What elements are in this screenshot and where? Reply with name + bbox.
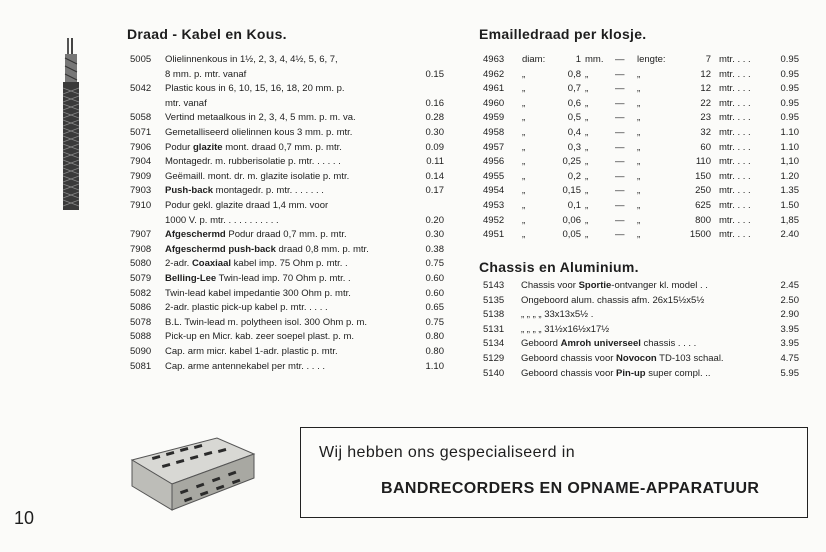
item-code: 4963 xyxy=(483,54,505,65)
spec-b: 0,15 xyxy=(562,185,581,197)
spec-d: — xyxy=(615,97,625,109)
item-code: 4959 xyxy=(483,112,505,124)
spec-e: „ xyxy=(637,214,641,226)
item-price: 0.30 xyxy=(425,127,444,138)
desc-text: Olielinnenkous in 1½, 2, 3, 4, 4½, 5, 6, 7, xyxy=(165,54,338,65)
spec-c: „ xyxy=(585,127,589,138)
desc-text: mont. draad 0,7 mm. p. mtr. xyxy=(222,141,342,153)
item-code: 5058 xyxy=(130,112,152,124)
banner-line1: Wij hebben ons gespecialiseerd in xyxy=(319,444,576,461)
item-code: 5090 xyxy=(130,346,152,357)
item-price: 0.60 xyxy=(425,287,444,299)
list-item xyxy=(483,367,801,380)
list-item xyxy=(483,279,801,292)
item-code: 4960 xyxy=(483,97,505,109)
item-code: 7910 xyxy=(130,200,152,211)
item-price: 0.20 xyxy=(425,214,444,226)
spec-d: — xyxy=(615,83,625,95)
spec-d: — xyxy=(615,185,625,197)
spec-b: 0,4 xyxy=(567,127,581,138)
desc-text: 8 mm. p. mtr. vanaf xyxy=(165,68,247,80)
spec-d: — xyxy=(615,156,625,168)
spec-f: 22 xyxy=(700,97,711,109)
list-item xyxy=(130,228,446,241)
item-price: 1.50 xyxy=(780,200,799,211)
item-description xyxy=(165,53,411,66)
item-price: 1.10 xyxy=(780,141,799,153)
item-price: 0.38 xyxy=(425,243,444,255)
item-code: 5080 xyxy=(130,258,152,270)
desc-text: Cap. arme antennekabel per mtr. . . . . xyxy=(165,360,325,372)
spec-c: „ xyxy=(585,229,589,241)
spec-a: „ xyxy=(522,229,526,241)
spec-d: — xyxy=(615,54,625,65)
item-price: 5.95 xyxy=(780,367,799,379)
spec-b: 0,8 xyxy=(567,68,581,80)
spec-a: „ xyxy=(522,97,526,109)
spec-e: „ xyxy=(637,156,641,168)
spec-b: 0,06 xyxy=(562,214,581,226)
item-description xyxy=(165,68,411,81)
item-code: 4951 xyxy=(483,229,505,241)
desc-text: 2-adr. plastic pick-up kabel p. mtr. . . . . xyxy=(165,302,328,314)
spec-g: mtr. . . . xyxy=(719,141,751,153)
spec-a: „ xyxy=(522,185,526,197)
list-item xyxy=(130,243,446,256)
item-description xyxy=(165,243,411,256)
item-code: 7909 xyxy=(130,170,152,182)
item-description xyxy=(165,111,411,124)
desc-text: Cap. arm micr. kabel 1-adr. plastic p. mtr. xyxy=(165,346,338,357)
item-price: 0.95 xyxy=(780,112,799,124)
chassis-illustration xyxy=(122,432,262,514)
spec-c: „ xyxy=(585,156,589,168)
list-item xyxy=(130,68,446,81)
list-item xyxy=(483,82,801,95)
desc-text: 1000 V. p. mtr. . . . . . . . . . . xyxy=(165,214,279,226)
list-item xyxy=(483,155,801,168)
item-price: 1.10 xyxy=(425,360,444,372)
item-price: 0.80 xyxy=(425,331,444,343)
list-item xyxy=(130,97,446,110)
list-item xyxy=(483,126,801,139)
spec-a: „ xyxy=(522,68,526,80)
list-item xyxy=(483,228,801,241)
item-price: 0.30 xyxy=(425,229,444,241)
item-code: 5129 xyxy=(483,353,505,364)
item-code: 4956 xyxy=(483,156,505,168)
list-item xyxy=(483,97,801,110)
item-price: 0.15 xyxy=(425,68,444,80)
list-item xyxy=(483,141,801,154)
spec-g: mtr. . . . xyxy=(719,185,751,197)
list-item xyxy=(483,323,801,336)
item-code: 5078 xyxy=(130,316,152,328)
spec-a: „ xyxy=(522,112,526,124)
spec-e: „ xyxy=(637,141,641,153)
desc-text: mtr. vanaf xyxy=(165,97,207,109)
spec-e: „ xyxy=(637,83,641,95)
spec-d: — xyxy=(615,229,625,241)
chassis-section-title: Chassis en Aluminium. xyxy=(479,259,639,275)
list-item xyxy=(483,184,801,197)
item-price: 3.95 xyxy=(780,338,799,350)
list-item xyxy=(483,294,801,307)
item-price: 0.14 xyxy=(425,170,444,182)
desc-bold: Afgeschermd xyxy=(165,229,226,241)
item-code: 7904 xyxy=(130,156,152,168)
spec-b: 0,25 xyxy=(562,156,581,168)
list-item xyxy=(130,111,446,124)
item-description xyxy=(165,214,411,227)
item-code: 5135 xyxy=(483,294,505,306)
desc-text: Gemetalliseerd olielinnen kous 3 mm. p. mtr. xyxy=(165,127,353,138)
desc-text: Ongeboord alum. chassis afm. 26x15½x5½ xyxy=(521,294,705,306)
spec-g: mtr. . . . xyxy=(719,229,751,241)
spec-c: „ xyxy=(585,170,589,182)
desc-text: „ „ „ „ 31½x16½x17½ xyxy=(521,323,610,335)
item-code: 4952 xyxy=(483,214,505,226)
spec-a: „ xyxy=(522,127,526,138)
spec-b: 0,3 xyxy=(567,141,581,153)
item-code: 5143 xyxy=(483,280,505,291)
desc-text: montagedr. p. mtr. . . . . . . xyxy=(213,185,324,197)
spec-g: mtr. . . . xyxy=(719,156,751,168)
list-item xyxy=(130,257,446,270)
list-item xyxy=(483,308,801,321)
spec-f: 32 xyxy=(700,127,711,138)
desc-prefix: Chassis voor xyxy=(521,280,579,291)
item-price: 0.80 xyxy=(425,346,444,357)
item-code: 5079 xyxy=(130,273,152,284)
item-code: 5005 xyxy=(130,54,152,65)
spec-c: „ xyxy=(585,200,589,211)
item-price: 0.11 xyxy=(426,156,444,168)
item-price: 0.28 xyxy=(425,112,444,124)
item-code: 5134 xyxy=(483,338,505,350)
desc-text: chassis . . . . xyxy=(640,338,697,350)
item-description xyxy=(165,199,411,212)
item-price: 1,85 xyxy=(780,214,799,226)
item-price: 0.60 xyxy=(425,273,444,284)
item-description xyxy=(165,228,411,241)
list-item xyxy=(483,214,801,227)
cable-illustration xyxy=(60,38,82,213)
item-code: 5138 xyxy=(483,309,505,321)
item-code: 5082 xyxy=(130,287,152,299)
spec-a: „ xyxy=(522,83,526,95)
item-price: 3.95 xyxy=(780,323,799,335)
item-price: 0.75 xyxy=(425,316,444,328)
item-code: 7903 xyxy=(130,185,152,197)
item-description xyxy=(165,155,411,168)
spec-d: — xyxy=(615,141,625,153)
list-item xyxy=(483,68,801,81)
list-item xyxy=(130,345,446,358)
item-code: 5086 xyxy=(130,302,152,314)
spec-f: 7 xyxy=(705,54,711,65)
desc-prefix: Geboord chassis voor xyxy=(521,367,617,379)
item-description xyxy=(165,360,411,373)
spec-g: mtr. . . . xyxy=(719,214,751,226)
spec-g: mtr. . . . xyxy=(719,112,751,124)
item-code: 4958 xyxy=(483,127,505,138)
list-item xyxy=(130,199,446,212)
item-description xyxy=(165,287,411,300)
desc-text: Vertind metaalkous in 2, 3, 4, 5 mm. p. m. va. xyxy=(165,112,356,124)
item-price: 0.95 xyxy=(780,54,799,65)
item-price: 0.16 xyxy=(425,97,444,109)
spec-c: mm. xyxy=(585,54,604,65)
spec-a: diam: xyxy=(522,54,546,65)
spec-c: „ xyxy=(585,112,589,124)
spec-c: „ xyxy=(585,68,589,80)
item-description xyxy=(521,352,767,365)
spec-c: „ xyxy=(585,83,589,95)
item-code: 4957 xyxy=(483,141,505,153)
spec-d: — xyxy=(615,170,625,182)
spec-b: 0,6 xyxy=(567,97,581,109)
item-price: 0.09 xyxy=(425,141,444,153)
item-code: 4961 xyxy=(483,83,505,95)
item-price: 0.75 xyxy=(425,258,444,270)
item-code: 4955 xyxy=(483,170,505,182)
spec-a: „ xyxy=(522,200,526,211)
item-code: 5140 xyxy=(483,367,505,379)
spec-b: 0,2 xyxy=(567,170,581,182)
desc-bold: Afgeschermd push-back xyxy=(165,243,276,255)
spec-e: „ xyxy=(637,112,641,124)
spec-d: — xyxy=(615,127,625,138)
item-price: 2.40 xyxy=(780,229,799,241)
item-description xyxy=(521,294,767,307)
desc-text: B.L. Twin-lead m. polytheen isol. 300 Ohm p. m. xyxy=(165,316,368,328)
item-price: 2.45 xyxy=(780,280,799,291)
desc-bold: Novocon xyxy=(616,353,657,364)
spec-f: 1500 xyxy=(689,229,711,241)
item-description xyxy=(165,345,411,358)
desc-text: super compl. .. xyxy=(645,367,711,379)
desc-text: Montagedr. m. rubberisolatie p. mtr. . . . . . xyxy=(165,156,341,168)
spec-b: 0,5 xyxy=(567,112,581,124)
spec-f: 625 xyxy=(695,200,711,211)
item-description xyxy=(165,141,411,154)
list-item xyxy=(483,337,801,350)
spec-g: mtr. . . . xyxy=(719,170,751,182)
desc-text: Twin-lead kabel impedantie 300 Ohm p. mtr. xyxy=(165,287,351,299)
spec-g: mtr. . . . xyxy=(719,200,751,211)
item-price: 4.75 xyxy=(780,353,799,364)
item-price: 1.10 xyxy=(780,127,799,138)
item-description xyxy=(165,330,411,343)
spec-g: mtr. . . . xyxy=(719,127,751,138)
desc-bold: glazite xyxy=(193,141,223,153)
desc-text: -ontvanger kl. model . . xyxy=(611,280,708,291)
spec-f: 110 xyxy=(695,156,711,168)
item-price: 1.20 xyxy=(780,170,799,182)
list-item xyxy=(130,170,446,183)
list-item xyxy=(483,199,801,212)
spec-b: 0,05 xyxy=(562,229,581,241)
list-item xyxy=(130,82,446,95)
list-item xyxy=(483,111,801,124)
spec-a: „ xyxy=(522,214,526,226)
spec-g: mtr. . . . xyxy=(719,83,751,95)
list-item xyxy=(130,53,446,66)
spec-f: 800 xyxy=(695,214,711,226)
desc-bold: Pin-up xyxy=(616,367,646,379)
item-code: 7908 xyxy=(130,243,152,255)
desc-bold: Sportie xyxy=(578,280,612,291)
spec-g: mtr. . . . xyxy=(719,97,751,109)
desc-text: draad 0,8 mm. p. mtr. xyxy=(275,243,369,255)
spec-e: „ xyxy=(637,200,641,211)
desc-prefix: Geboord chassis voor xyxy=(521,353,617,364)
item-price: 0.95 xyxy=(780,68,799,80)
item-price: 1,10 xyxy=(780,156,799,168)
item-code: 5081 xyxy=(130,360,152,372)
desc-prefix: 2-adr. xyxy=(165,258,192,270)
enamel-section-title: Emailledraad per klosje. xyxy=(479,26,647,42)
desc-bold: Amroh universeel xyxy=(560,338,641,350)
list-item xyxy=(483,53,801,66)
item-code: 7906 xyxy=(130,141,152,153)
list-item xyxy=(130,316,446,329)
list-item xyxy=(130,126,446,139)
item-code: 5042 xyxy=(130,83,152,95)
spec-f: 12 xyxy=(700,68,711,80)
desc-text: Twin-lead imp. 70 Ohm p. mtr. . xyxy=(216,273,351,284)
spec-b: 0,1 xyxy=(567,200,581,211)
list-item xyxy=(130,214,446,227)
item-code: 4954 xyxy=(483,185,505,197)
item-code: 7907 xyxy=(130,229,152,241)
specialisation-banner xyxy=(300,427,808,518)
spec-f: 150 xyxy=(695,170,711,182)
list-item xyxy=(130,155,446,168)
desc-bold: Coaxiaal xyxy=(191,258,232,270)
spec-e: „ xyxy=(637,127,641,138)
list-item xyxy=(130,141,446,154)
desc-bold: Push-back xyxy=(165,185,214,197)
item-price: 1.35 xyxy=(780,185,799,197)
spec-e: „ xyxy=(637,68,641,80)
item-description xyxy=(165,272,411,285)
spec-c: „ xyxy=(585,185,589,197)
desc-text: Podur gekl. glazite draad 1,4 mm. voor xyxy=(165,200,329,211)
spec-b: 0,7 xyxy=(567,83,581,95)
desc-text: Geëmaill. mont. dr. m. glazite isolatie p. mtr. xyxy=(165,170,350,182)
spec-d: — xyxy=(615,112,625,124)
list-item xyxy=(483,170,801,183)
spec-f: 60 xyxy=(700,141,711,153)
spec-c: „ xyxy=(585,141,589,153)
list-item xyxy=(130,287,446,300)
spec-e: „ xyxy=(637,185,641,197)
item-description xyxy=(165,301,411,314)
list-item xyxy=(130,184,446,197)
spec-a: „ xyxy=(522,156,526,168)
item-code: 4962 xyxy=(483,68,505,80)
item-description xyxy=(521,337,767,350)
list-item xyxy=(130,330,446,343)
item-description xyxy=(165,257,411,270)
item-description xyxy=(521,279,767,292)
page-number: 10 xyxy=(14,508,35,528)
item-description xyxy=(165,170,411,183)
desc-text: TD-103 schaal. xyxy=(656,353,724,364)
desc-text: Plastic kous in 6, 10, 15, 16, 18, 20 mm. p. xyxy=(165,83,345,95)
spec-a: „ xyxy=(522,141,526,153)
item-code: 5071 xyxy=(130,127,152,138)
item-code: 4953 xyxy=(483,200,505,211)
desc-text: „ „ „ „ 33x13x5½ . xyxy=(521,309,594,321)
desc-prefix: Podur xyxy=(165,141,193,153)
spec-f: 250 xyxy=(695,185,711,197)
spec-c: „ xyxy=(585,97,589,109)
item-description xyxy=(521,367,767,380)
desc-text: kabel imp. 75 Ohm p. mtr. . xyxy=(231,258,348,270)
item-description xyxy=(165,82,411,95)
item-description xyxy=(521,323,767,336)
spec-d: — xyxy=(615,214,625,226)
desc-bold: Belling-Lee xyxy=(165,273,217,284)
item-description xyxy=(165,126,411,139)
spec-b: 1 xyxy=(575,54,581,65)
item-code: 5088 xyxy=(130,331,152,343)
item-description xyxy=(165,97,411,110)
item-price: 2.50 xyxy=(780,294,799,306)
item-price: 0.95 xyxy=(780,97,799,109)
desc-text: Pick-up en Micr. kab. zeer soepel plast. p. m. xyxy=(165,331,355,343)
left-section-title: Draad - Kabel en Kous. xyxy=(127,26,287,42)
list-item xyxy=(130,301,446,314)
item-price: 2.90 xyxy=(780,309,799,321)
item-description xyxy=(165,184,411,197)
spec-a: „ xyxy=(522,170,526,182)
spec-g: mtr. . . . xyxy=(719,68,751,80)
list-item xyxy=(130,360,446,373)
spec-f: 12 xyxy=(700,83,711,95)
item-code: 5131 xyxy=(483,323,505,335)
list-item xyxy=(130,272,446,285)
item-price: 0.65 xyxy=(425,302,444,314)
spec-e: lengte: xyxy=(637,54,666,65)
list-item xyxy=(483,352,801,365)
spec-d: — xyxy=(615,68,625,80)
desc-text: Podur draad 0,7 mm. p. mtr. xyxy=(225,229,347,241)
banner-line2: BANDRECORDERS EN OPNAME-APPARATUUR xyxy=(381,480,760,497)
item-price: 0.17 xyxy=(425,185,444,197)
item-description xyxy=(165,316,411,329)
spec-c: „ xyxy=(585,214,589,226)
spec-e: „ xyxy=(637,97,641,109)
spec-e: „ xyxy=(637,229,641,241)
spec-g: mtr. . . . xyxy=(719,54,751,65)
item-price: 0.95 xyxy=(780,83,799,95)
spec-f: 23 xyxy=(700,112,711,124)
spec-d: — xyxy=(615,200,625,211)
desc-prefix: Geboord xyxy=(521,338,561,350)
spec-e: „ xyxy=(637,170,641,182)
item-description xyxy=(521,308,767,321)
